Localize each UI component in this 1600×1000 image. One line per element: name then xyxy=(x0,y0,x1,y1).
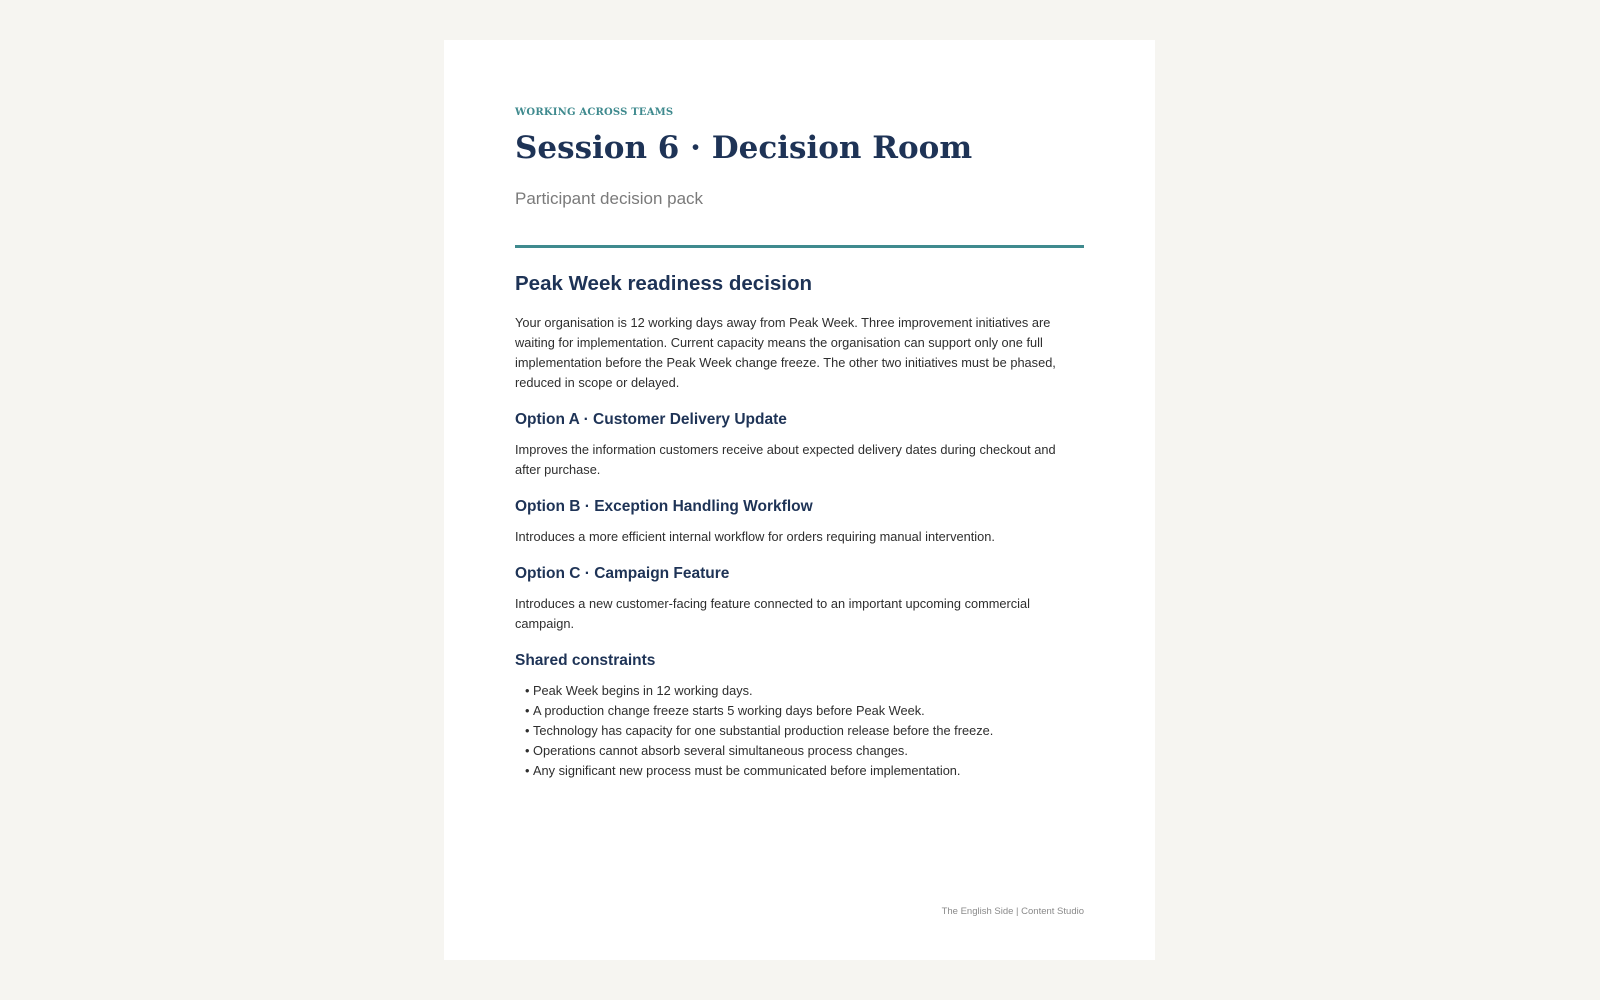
section-title: Peak Week readiness decision xyxy=(515,272,813,295)
bullet-icon: • xyxy=(525,743,530,758)
eyebrow-label: WORKING ACROSS TEAMS xyxy=(515,107,674,118)
constraint-text: Peak Week begins in 12 working days. xyxy=(533,683,753,698)
option-c-heading: Option C · Campaign Feature xyxy=(515,565,730,582)
constraint-text: Any significant new process must be communicated before implementation. xyxy=(533,763,961,778)
document-page xyxy=(444,40,1155,960)
list-item xyxy=(525,721,1084,741)
constraints-heading: Shared constraints xyxy=(515,652,656,669)
page-subtitle: Participant decision pack xyxy=(515,189,704,208)
bullet-icon: • xyxy=(525,763,530,778)
intro-paragraph: Your organisation is 12 working days away from Peak Week. Three improvement initiatives are waiting for implementation. Current capacity means the organisation can support only one full implementation before the Peak Week change freeze. The other two initiatives must be phased, reduced in scope or delayed. xyxy=(515,315,1056,390)
option-b xyxy=(515,497,1084,547)
divider-rule xyxy=(515,245,1084,248)
option-a-heading: Option A · Customer Delivery Update xyxy=(515,411,787,428)
option-c xyxy=(515,564,1084,634)
list-item xyxy=(525,741,1084,761)
option-b-description: Introduces a more efficient internal workflow for orders requiring manual intervention. xyxy=(515,529,995,544)
option-a-description: Improves the information customers receive about expected delivery dates during checkout and after purchase. xyxy=(515,442,1056,477)
list-item xyxy=(525,761,1084,781)
bullet-icon: • xyxy=(525,703,530,718)
constraint-text: Technology has capacity for one substantial production release before the freeze. xyxy=(533,723,994,738)
main-body xyxy=(515,271,1084,781)
page-title: Session 6 · Decision Room xyxy=(515,130,973,166)
constraint-text: Operations cannot absorb several simultaneous process changes. xyxy=(533,743,908,758)
constraints-list xyxy=(515,681,1084,781)
page-footer: The English Side | Content Studio xyxy=(941,906,1084,917)
bullet-icon: • xyxy=(525,723,530,738)
option-b-heading: Option B · Exception Handling Workflow xyxy=(515,498,813,515)
bullet-icon: • xyxy=(525,683,530,698)
constraint-text: A production change freeze starts 5 working days before Peak Week. xyxy=(533,703,925,718)
list-item xyxy=(525,701,1084,721)
option-a xyxy=(515,410,1084,480)
option-c-description: Introduces a new customer-facing feature connected to an important upcoming commercial campaign. xyxy=(515,596,1030,631)
list-item xyxy=(525,681,1084,701)
